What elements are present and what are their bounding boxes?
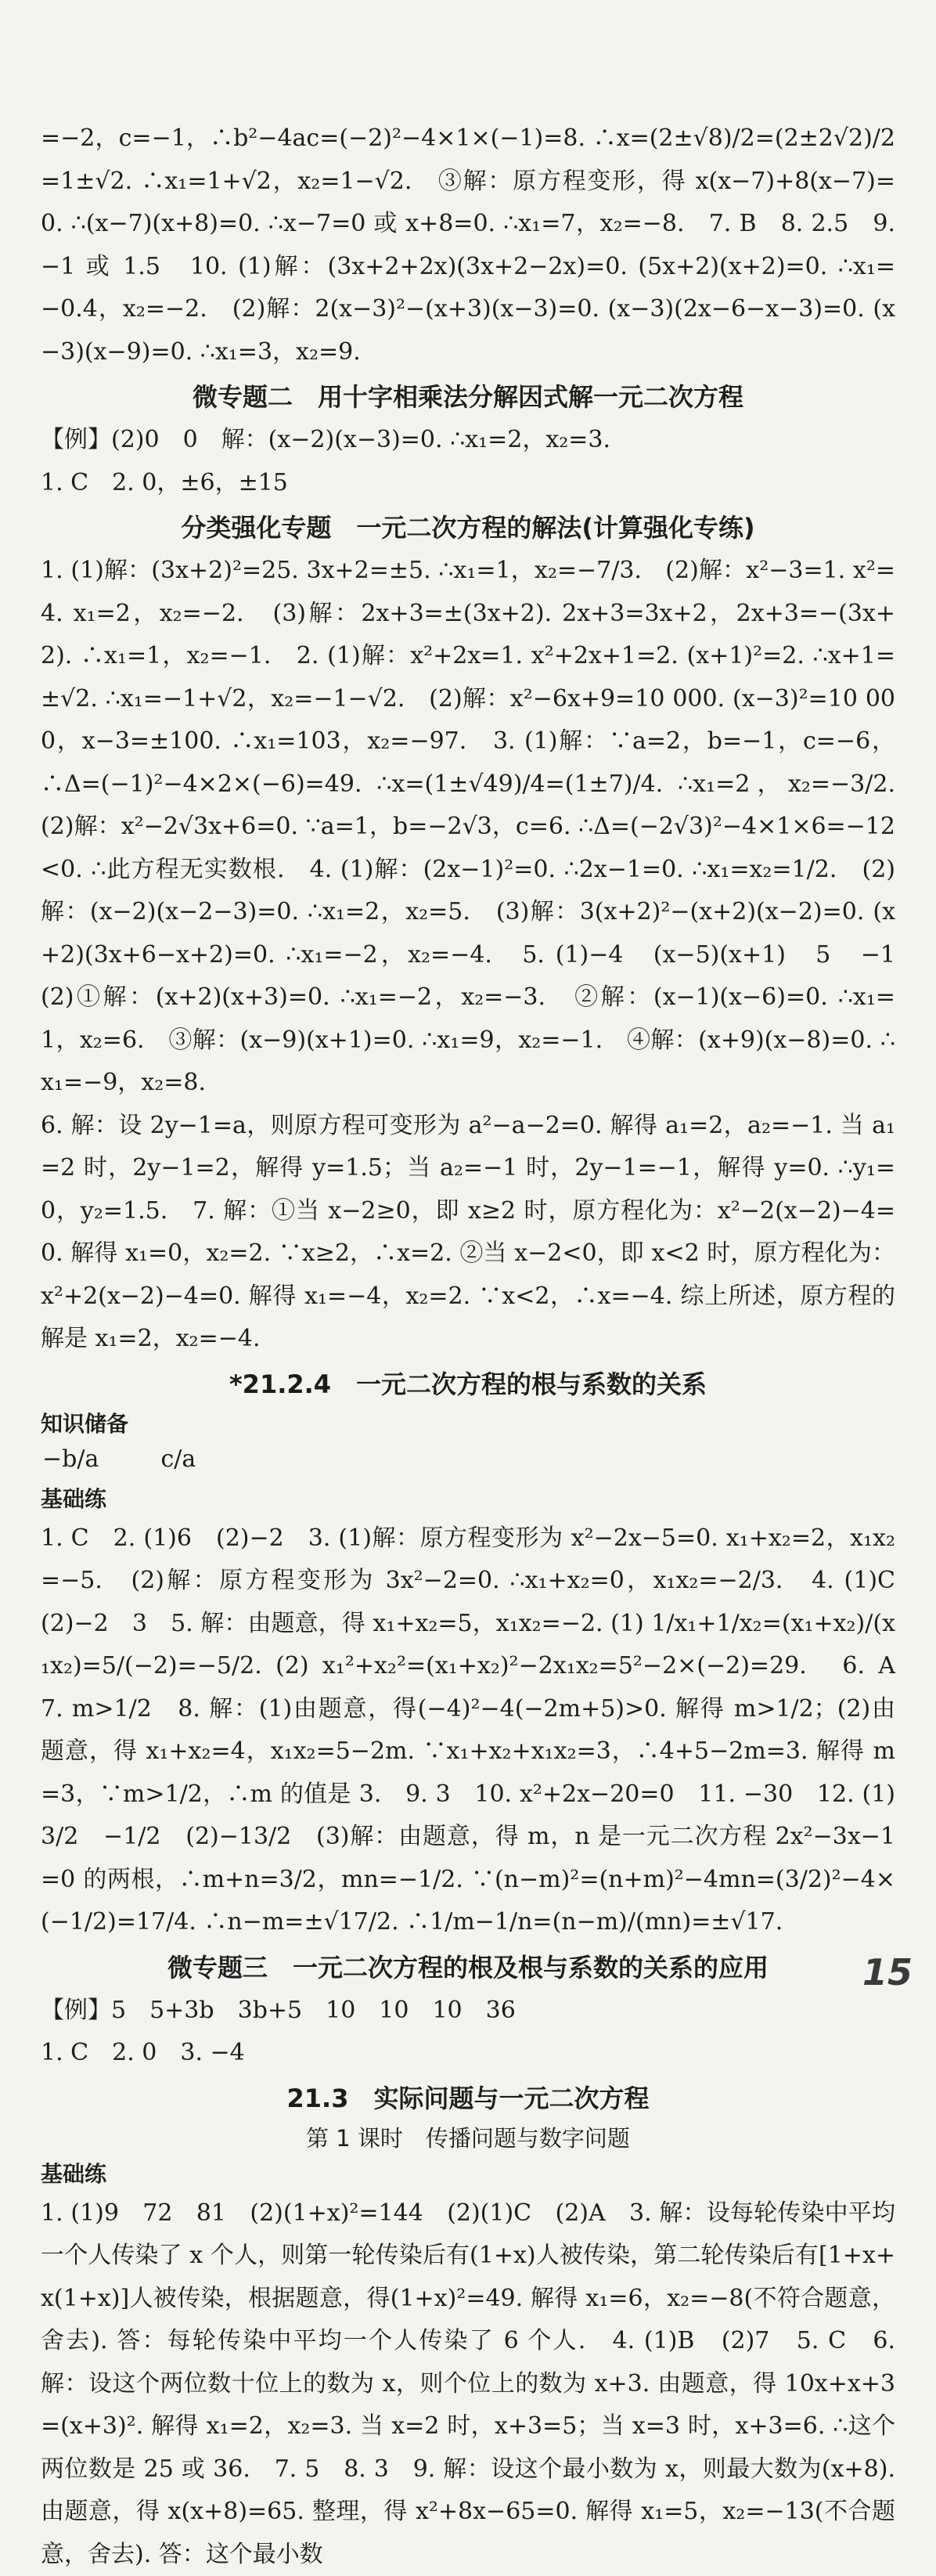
product-of-roots-formula: c/a bbox=[160, 1445, 196, 1473]
section-title: 微专题三 一元二次方程的根及根与系数的关系的应用 bbox=[41, 1947, 895, 1988]
example-answer: 【例】5 5+3b 3b+5 10 10 10 36 bbox=[41, 1990, 895, 2033]
section-title: 21.3 实际问题与一元二次方程 bbox=[41, 2078, 895, 2119]
page-number: 15 bbox=[862, 1951, 913, 1993]
section-title: 分类强化专题 一元二次方程的解法(计算强化专练) bbox=[41, 507, 895, 548]
answer-paragraph: 1. (1)解：(3x+2)²=25. 3x+2=±5. ∴x₁=1，x₂=−7/3. (2)解：x²−3=1. x²=4. x₁=2，x₂=−2. (3)解：2x+3=±(3x+2). 2x+3=3x+2，2x+3=−(3x+2). ∴x₁=1，x₂=−1. 2. (1)解：x²+2x=1. x²+2x+1=2. (x+1)²=2. ∴x+1=±√2. ∴x₁=−1+√2，x₂=−1−√2. (2)解：x²−6x+9=10 000. (x−3)²=10 000，x−3=±100. ∴x₁=103，x₂=−97. 3. (1)解：∵a=2，b=−1，c=−6，∴Δ=(−1)²−4×2×(−6)=49. ∴x=(1±√49)/4=(1±7)/4. ∴x₁=2，x₂=−3/2. (2)解：x²−2√3x+6=0. ∵a=1，b=−2√3，c=6. ∴Δ=(−2√3)²−4×1×6=−12<0. ∴此方程无实数根. 4. (1)解：(2x−1)²=0. ∴2x−1=0. ∴x₁=x₂=1/2. (2)解：(x−2)(x−2−3)=0. ∴x₁=2，x₂=5. (3)解：3(x+2)²−(x+2)(x−2)=0. (x+2)(3x+6−x+2)=0. ∴x₁=−2，x₂=−4. 5. (1)−4 (x−5)(x+1) 5 −1 (2)①解：(x+2)(x+3)=0. ∴x₁=−2，x₂=−3. ②解：(x−1)(x−6)=0. ∴x₁=1，x₂=6. ③解：(x−9)(x+1)=0. ∴x₁=9，x₂=−1. ④解：(x+9)(x−8)=0. ∴x₁=−9，x₂=8. bbox=[41, 550, 895, 1105]
subsection-label: 知识储备 bbox=[41, 1406, 895, 1442]
answer-paragraph: =−2，c=−1，∴b²−4ac=(−2)²−4×1×(−1)=8. ∴x=(2±√8)/2=(2±2√2)/2=1±√2. ∴x₁=1+√2，x₂=1−√2. ③解：原方程变形，得 x(x−7)+8(x−7)=0. ∴(x−7)(x+8)=0. ∴x−7=0 或 x+8=0. ∴x₁=7，x₂=−8. 7. B 8. 2.5 9. −1 或 1.5 10. (1)解：(3x+2+2x)(3x+2−2x)=0. (5x+2)(x+2)=0. ∴x₁=−0.4，x₂=−2. (2)解：2(x−3)²−(x+3)(x−3)=0. (x−3)(2x−6−x−3)=0. (x−3)(x−9)=0. ∴x₁=3，x₂=9. bbox=[41, 117, 895, 373]
lesson-subtitle: 第 1 课时 传播问题与数字问题 bbox=[41, 2120, 895, 2156]
answer-paragraph: 1. C 2. (1)6 (2)−2 3. (1)解：原方程变形为 x²−2x−5=0. x₁+x₂=2，x₁x₂=−5. (2)解：原方程变形为 3x²−2=0. ∴x₁+x₂=0，x₁x₂=−2/3. 4. (1)C (2)−2 3 5. 解：由题意，得 x₁+x₂=5，x₁x₂=−2. (1) 1/x₁+1/x₂=(x₁+x₂)/(x₁x₂)=5/(−2)=−5/2. (2) x₁²+x₂²=(x₁+x₂)²−2x₁x₂=5²−2×(−2)=29. 6. A 7. m>1/2 8. 解：(1)由题意，得(−4)²−4(−2m+5)>0. 解得 m>1/2；(2)由题意，得 x₁+x₂=4，x₁x₂=5−2m. ∵x₁+x₂+x₁x₂=3，∴4+5−2m=3. 解得 m=3，∵m>1/2，∴m 的值是 3. 9. 3 10. x²+2x−20=0 11. −30 12. (1)3/2 −1/2 (2)−13/2 (3)解：由题意，得 m，n 是一元二次方程 2x²−3x−1=0 的两根，∴m+n=3/2，mn=−1/2. ∵(n−m)²=(n+m)²−4mn=(3/2)²−4×(−1/2)=17/4. ∴n−m=±√17/2. ∴1/m−1/n=(n−m)/(mn)=±√17. bbox=[41, 1517, 895, 1944]
sum-of-roots-formula: −b/a bbox=[42, 1445, 99, 1473]
answer-paragraph: 6. 解：设 2y−1=a，则原方程可变形为 a²−a−2=0. 解得 a₁=2，a₂=−1. 当 a₁=2 时，2y−1=2，解得 y=1.5；当 a₂=−1 时，2y−1=−1，解得 y=0. ∴y₁=0，y₂=1.5. 7. 解：①当 x−2≥0，即 x≥2 时，原方程化为：x²−2(x−2)−4=0. 解得 x₁=0，x₂=2. ∵x≥2，∴x=2. ②当 x−2<0，即 x<2 时，原方程化为：x²+2(x−2)−4=0. 解得 x₁=−4，x₂=2. ∵x<2，∴x=−4. 综上所述，原方程的解是 x₁=2，x₂=−4. bbox=[41, 1105, 895, 1361]
knowledge-formulas bbox=[41, 1442, 895, 1477]
page-content bbox=[41, 117, 895, 2576]
section-title: *21.2.4 一元二次方程的根与系数的关系 bbox=[41, 1364, 895, 1405]
subsection-label: 基础练 bbox=[41, 1481, 895, 1517]
answer-paragraph: 1. C 2. 0 3. −4 bbox=[41, 2032, 895, 2075]
section-title: 微专题二 用十字相乘法分解因式解一元二次方程 bbox=[41, 377, 895, 417]
answer-paragraph: 1. (1)9 72 81 (2)(1+x)²=144 (2)(1)C (2)A 3. 解：设每轮传染中平均一个人传染了 x 个人，则第一轮传染后有(1+x)人被传染，第二轮传染后有[1+x+x(1+x)]人被传染，根据题意，得(1+x)²=49. 解得 x₁=6，x₂=−8(不符合题意，舍去). 答：每轮传染中平均一个人传染了 6 个人. 4. (1)B (2)7 5. C 6. 解：设这个两位数十位上的数为 x，则个位上的数为 x+3. 由题意，得 10x+x+3=(x+3)². 解得 x₁=2，x₂=3. 当 x=2 时，x+3=5；当 x=3 时，x+3=6. ∴这个两位数是 25 或 36. 7. 5 8. 3 9. 解：设这个最小数为 x，则最大数为(x+8). 由题意，得 x(x+8)=65. 整理，得 x²+8x−65=0. 解得 x₁=5，x₂=−13(不合题意，舍去). 答：这个最小数 bbox=[41, 2192, 895, 2576]
example-answer: 【例】(2)0 0 解：(x−2)(x−3)=0. ∴x₁=2，x₂=3. bbox=[41, 419, 895, 462]
answer-paragraph: 1. C 2. 0，±6，±15 bbox=[41, 462, 895, 505]
subsection-label: 基础练 bbox=[41, 2156, 895, 2192]
